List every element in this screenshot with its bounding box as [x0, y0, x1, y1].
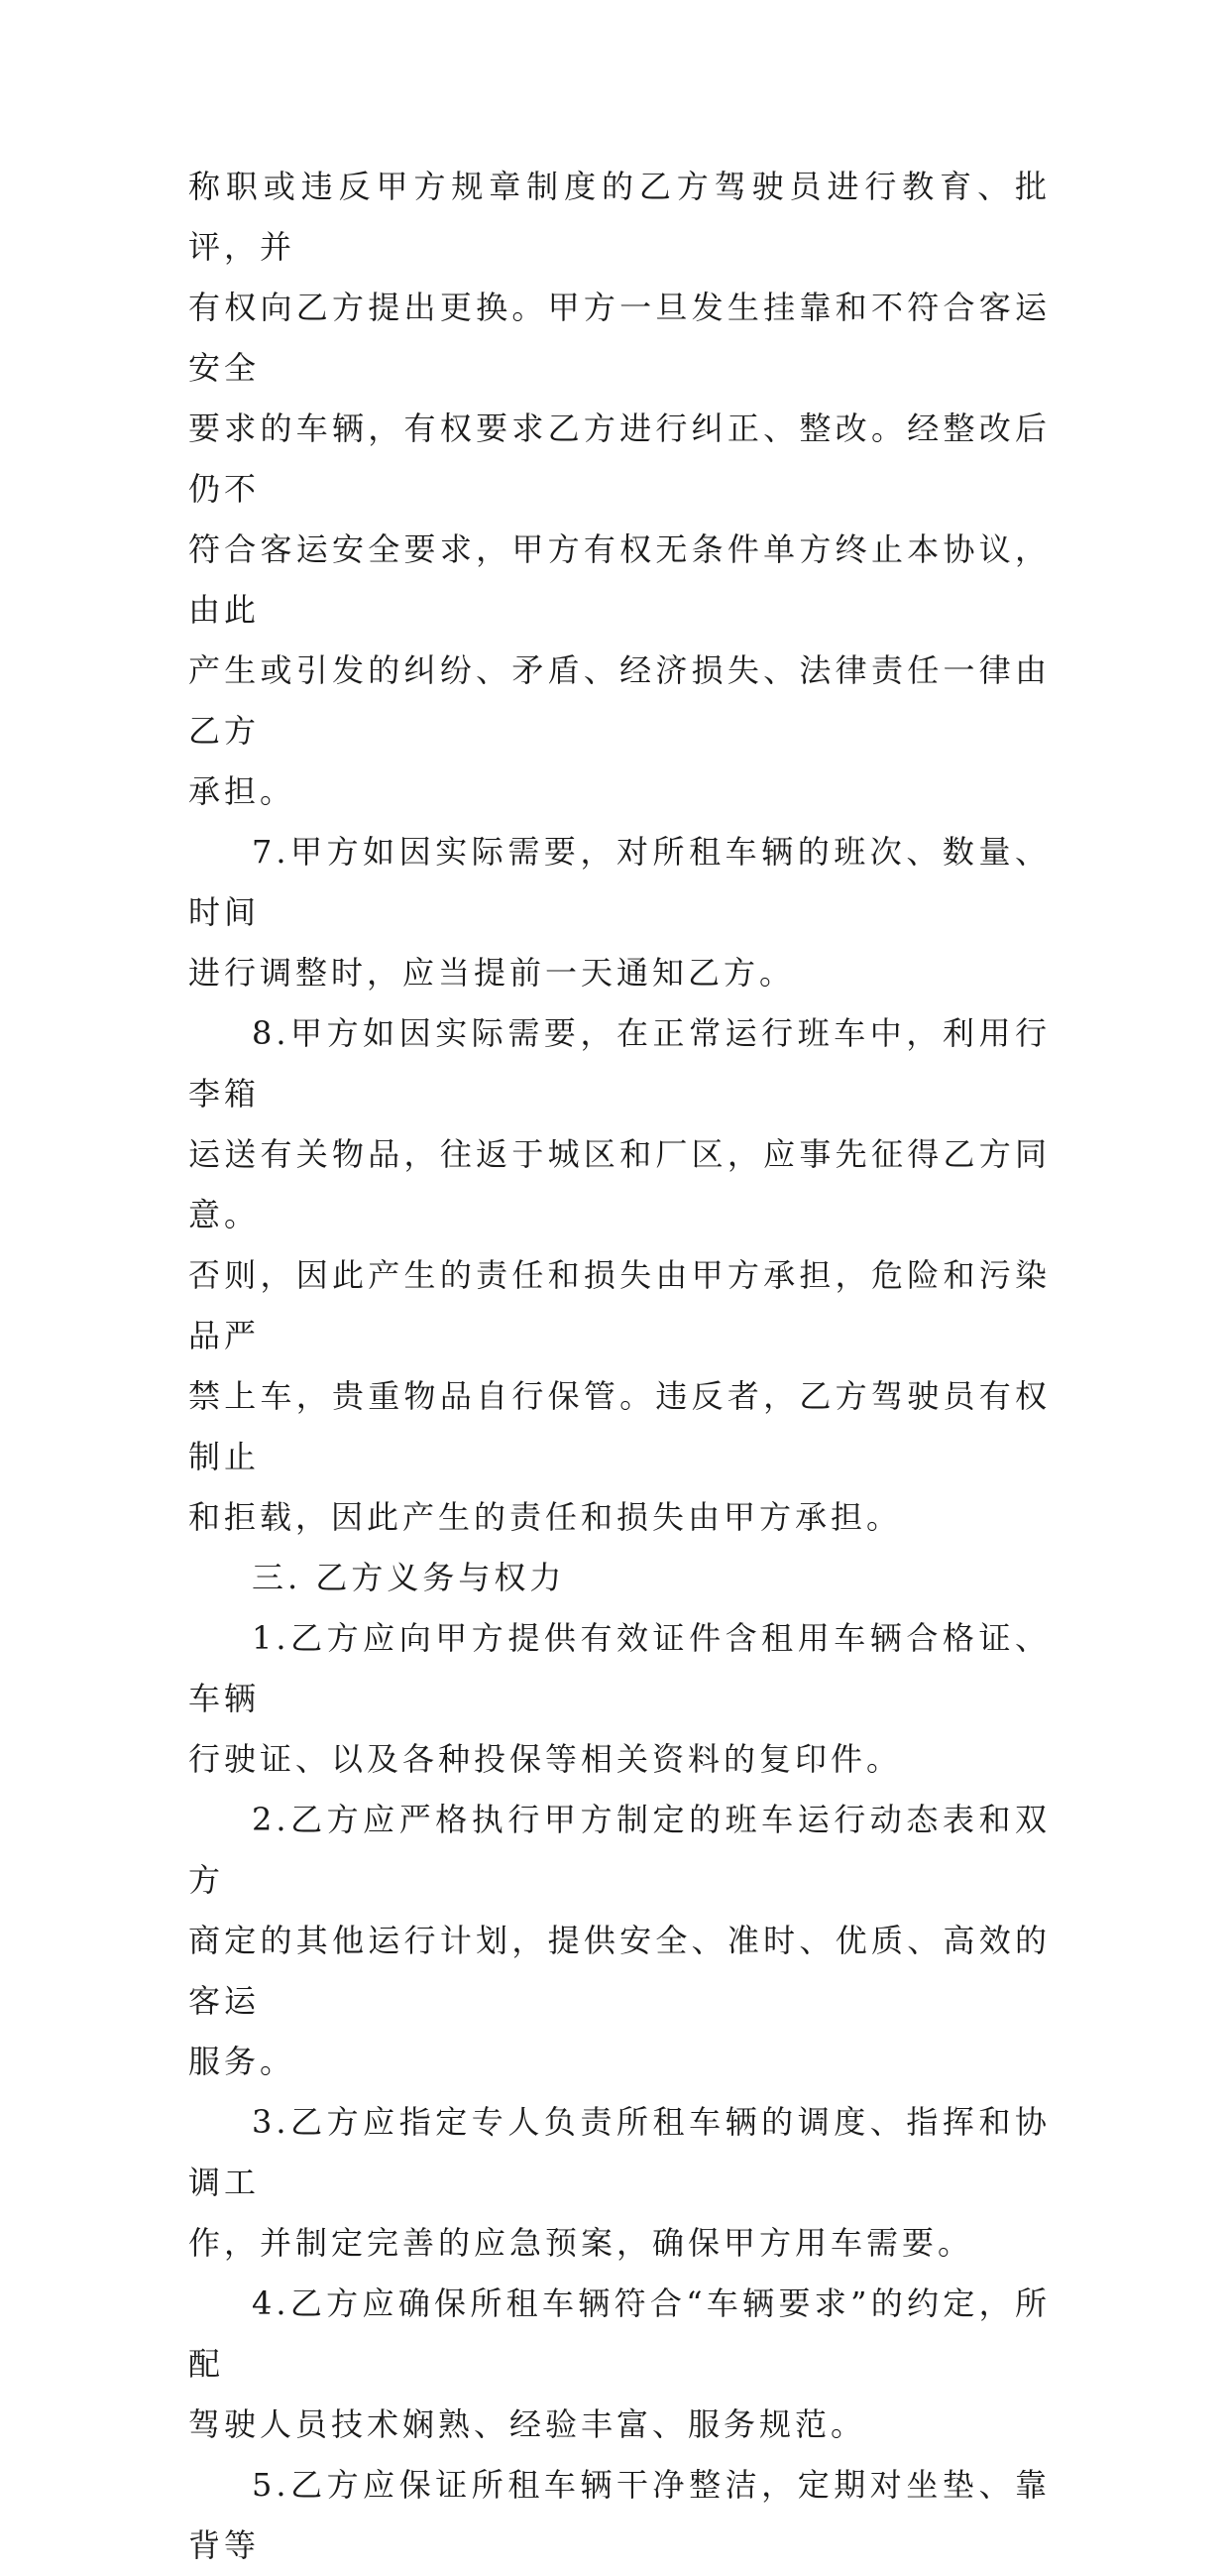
paragraph-8: 8.甲方如因实际需要，在正常运行班车中，利用行李箱 运送有关物品，往返于城区和厂区，应事先征得乙方同意。 否则，因此产生的责任和损失由甲方承担，危险和污染品严 禁上车，贵重物品自行保管。违反者，乙方驾驶员有权制止 和拒载，因此产生的责任和损失由甲方承担。 [188, 1014, 1051, 1536]
paragraph-continued: 称职或违反甲方规章制度的乙方驾驶员进行教育、批评，并 有权向乙方提出更换。甲方一旦发生挂靠和不符合客运安全 要求的车辆，有权要求乙方进行纠正、整改。经整改后仍不 符合客运安全要求，甲方有权无条件单方终止本协议，由此 产生或引发的纠纷、矛盾、经济损失、法律责任一律由乙方 承担。 [188, 168, 1051, 810]
paragraph-b4: 4.乙方应确保所租车辆符合“车辆要求”的约定，所配 驾驶人员技术娴熟、经验丰富、服务规范。 [188, 2284, 1051, 2443]
paragraph-b2: 2.乙方应严格执行甲方制定的班车运行动态表和双方 商定的其他运行计划，提供安全、准时、优质、高效的客运 服务。 [188, 1801, 1051, 2080]
paragraph-b3: 3.乙方应指定专人负责所租车辆的调度、指挥和协调工 作，并制定完善的应急预案，确保甲方用车需要。 [188, 2103, 1051, 2262]
document-body [188, 157, 1051, 2576]
paragraph-b5: 5.乙方应保证所租车辆干净整洁，定期对坐垫、靠背等 [188, 2466, 1051, 2564]
paragraph-b1: 1.乙方应向甲方提供有效证件含租用车辆合格证、车辆 行驶证、以及各种投保等相关资料的复印件。 [188, 1619, 1051, 1778]
section-heading: 三. 乙方义务与权力 [252, 1559, 566, 1596]
paragraph-7: 7.甲方如因实际需要，对所租车辆的班次、数量、时间 进行调整时，应当提前一天通知乙方。 [188, 833, 1051, 992]
